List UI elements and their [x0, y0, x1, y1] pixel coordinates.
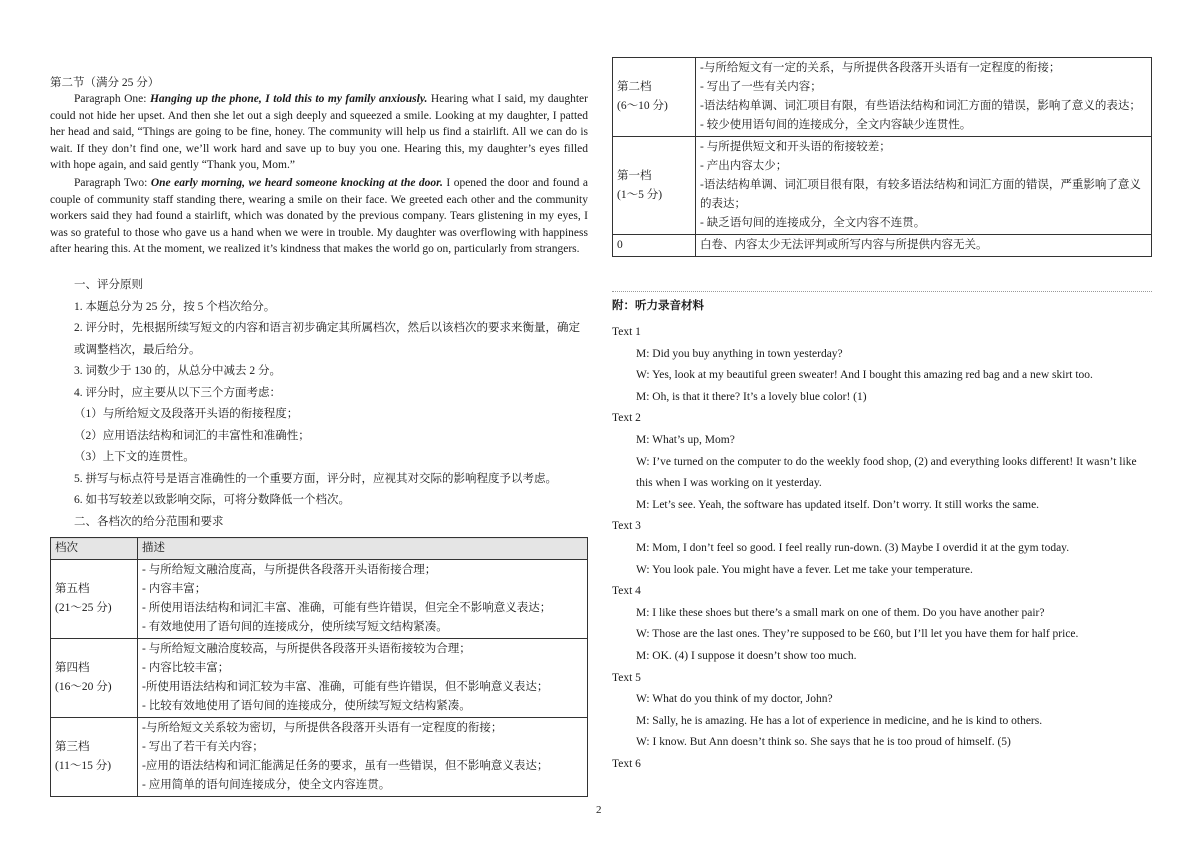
grade-level: 第三档: [55, 741, 90, 753]
grade-level-cell: [51, 560, 138, 639]
transcript-line: M: I like these shoes but there’s a small mark on one of them. Do you have another pair?: [636, 606, 1045, 619]
transcript-line: M: Did you buy anything in town yesterday?: [636, 347, 843, 360]
grade-level: 第二档: [617, 81, 652, 93]
paragraph-two-body: I opened the door and found a couple of community staff standing there, wearing a smile on their face. We greeted each other and the community workers said they had found a stairlift, which was donated by the previous company. Tears glistening in my eyes, I was so grateful to those who gave us a hand when we were in trouble. My daughter was overflowing with happiness after hearing this. At the moment, we realized it’s kindness that makes the world go on, particularly from strangers.: [50, 177, 588, 256]
grade-level-cell: [613, 235, 696, 257]
desc-line: - 写出了若干有关内容；: [142, 741, 264, 753]
paragraph-one-body: Hearing what I said, my daughter could not hide her upset. And then she let out a sigh deeply and squeezed a smile. Looking at my daughter, I patted her head and said, “Things are going to be fine, honey. The community will help us find a stairlift. All we can do is wait. If they don’t find one, we’ll work hard and save up to buy you one. Hearing this, my daughter’s eyes filled with hope again, and said gently “Thank you, Mom.”: [50, 93, 588, 172]
grade-desc-cell: [696, 137, 1152, 235]
grade-range: (21～25 分): [55, 602, 112, 614]
transcript-line: M: Oh, is that it there? It’s a lovely blue color! (1): [636, 390, 867, 403]
grade-level: 0: [617, 239, 623, 251]
grade-level: 第五档: [55, 583, 90, 595]
desc-line: - 与所给短文融洽度较高，与所提供各段落开头语衔接较为合理；: [142, 643, 471, 655]
paragraph-two-label: Paragraph Two:: [74, 177, 151, 189]
grade-desc-cell: [696, 235, 1152, 257]
scoring-rules: [50, 275, 588, 533]
rule-item: 6. 如书写较差以致影响交际，可将分数降低一个档次。: [74, 494, 350, 506]
section-title: 第二节（满分 25 分）: [50, 77, 160, 89]
desc-line: - 与所给短文融洽度高，与所提供各段落开头语衔接合理；: [142, 564, 437, 576]
desc-line: -语法结构单调、词汇项目有限，有些语法结构和词汇方面的错误，影响了意义的表达；: [700, 100, 1141, 112]
transcript-label: Text 3: [612, 520, 641, 533]
desc-line: - 比较有效地使用了语句间的连接成分，使所续写短文结构紧凑。: [142, 700, 471, 712]
table-row: [51, 639, 588, 718]
desc-line: - 有效地使用了语句间的连接成分，使所续写短文结构紧凑。: [142, 621, 448, 633]
rule-subitem: （3）上下文的连贯性。: [74, 451, 195, 463]
grade-level: 第一档: [617, 169, 652, 182]
rule-item: 1. 本题总分为 25 分，按 5 个档次给分。: [74, 300, 276, 313]
desc-line: - 内容比较丰富；: [142, 662, 230, 674]
transcript-line: W: What do you think of my doctor, John?: [636, 693, 833, 706]
transcript-line: W: I know. But Ann doesn’t think so. She says that he is too proud of himself. (5): [636, 736, 1011, 749]
transcript-line: M: What’s up, Mom?: [636, 433, 735, 446]
table-row: [613, 235, 1152, 257]
desc-line: -所使用语法结构和词汇较为丰富、准确，可能有些许错误，但不影响意义表达；: [142, 681, 549, 693]
grade-range: (6～10 分): [617, 100, 668, 112]
listening-transcript: [612, 322, 1152, 775]
desc-line: -与所给短文有一定的关系，与所提供各段落开头语有一定程度的衔接；: [700, 62, 1061, 74]
grade-desc-cell: [696, 58, 1152, 137]
desc-line: - 缺乏语句间的连接成分，全文内容不连贯。: [700, 217, 926, 229]
grade-desc-cell: [138, 718, 588, 797]
paragraph-one-lead: Hanging up the phone, I told this to my family anxiously.: [149, 93, 428, 105]
paragraph-two-lead: One early morning, we heard someone knocking at the door.: [150, 177, 443, 189]
transcript-label: Text 6: [612, 757, 641, 770]
grade-range: (16～20 分): [55, 681, 112, 693]
listening-title: 附：听力录音材料: [612, 300, 704, 312]
desc-line: - 产出内容太少；: [700, 160, 788, 172]
grade-level-cell: [613, 58, 696, 137]
table-row: [613, 137, 1152, 235]
transcript-label: Text 1: [612, 326, 641, 338]
desc-line: - 内容丰富；: [142, 583, 207, 595]
transcript-label: Text 4: [612, 585, 641, 598]
grade-desc-cell: [138, 560, 588, 639]
column-header: 描述: [138, 538, 588, 560]
grade-range: (11～15 分): [55, 760, 112, 772]
rule-subitem: （2）应用语法结构和词汇的丰富性和准确性；: [74, 429, 310, 442]
desc-line: - 所使用语法结构和词汇丰富、准确，可能有些许错误，但完全不影响意义表达；: [142, 602, 552, 614]
desc-line: -与所给短文关系较为密切，与所提供各段落开头语有一定程度的衔接；: [142, 722, 503, 734]
table-row: [613, 58, 1152, 137]
transcript-line: M: Mom, I don’t feel so good. I feel really run-down. (3) Maybe I overdid it at the gym today.: [636, 541, 1070, 554]
table-header-row: [51, 538, 588, 560]
rule-item: 5. 拼写与标点符号是语言准确性的一个重要方面，评分时，应视其对交际的影响程度予以考虑。: [74, 472, 557, 485]
rule-item: 2. 评分时，先根据所续写短文的内容和语言初步确定其所属档次，然后以该档次的要求来衡量，确定或调整档次，最后给分。: [74, 322, 580, 356]
transcript-line: W: You look pale. You might have a fever. Let me take your temperature.: [636, 563, 973, 576]
desc-line: - 写出了一些有关内容；: [700, 81, 822, 93]
paragraph-one-label: Paragraph One:: [74, 93, 150, 105]
table-row: [51, 560, 588, 639]
rules-heading: 一、评分原则: [74, 279, 143, 291]
grade-level-cell: [51, 718, 138, 797]
paragraph-two: [50, 175, 588, 258]
transcript-label: Text 2: [612, 412, 641, 425]
column-header: 档次: [51, 538, 138, 560]
rule-subitem: （1）与所给短文及段落开头语的衔接程度；: [74, 408, 299, 420]
transcript-line: W: I’ve turned on the computer to do the weekly food shop, (2) and everything looks different! It wasn’t like this when I was working on it yesterday.: [636, 455, 1137, 490]
desc-line: -语法结构单调、词汇项目很有限，有较多语法结构和词汇方面的错误，严重影响了意义的表达；: [700, 179, 1141, 210]
rules-heading: 二、各档次的给分范围和要求: [74, 515, 224, 528]
transcript-label: Text 5: [612, 671, 641, 684]
desc-line: - 较少使用语句间的连接成分，全文内容缺少连贯性。: [700, 119, 972, 131]
desc-line: -应用的语法结构和词汇能满足任务的要求，虽有一些错误，但不影响意义表达；: [142, 760, 549, 772]
rule-item: 4. 评分时，应主要从以下三个方面考虑：: [74, 386, 281, 399]
grade-range: (1～5 分): [617, 188, 663, 201]
desc-line: - 与所提供短文和开头语的衔接较差；: [700, 141, 891, 153]
transcript-line: M: OK. (4) I suppose it doesn’t show too much.: [636, 649, 857, 662]
grade-table: [50, 537, 588, 797]
table-row: [51, 718, 588, 797]
grade-level-cell: [51, 639, 138, 718]
desc-line: - 应用简单的语句间连接成分，使全文内容连贯。: [142, 779, 391, 791]
rule-item: 3. 词数少于 130 的，从总分中减去 2 分。: [74, 365, 281, 377]
paragraph-one: [50, 91, 588, 174]
dotted-divider: [612, 291, 1152, 292]
grade-level-cell: [613, 137, 696, 235]
transcript-line: M: Sally, he is amazing. He has a lot of experience in medicine, and he is kind to others.: [636, 714, 1043, 727]
transcript-line: M: Let’s see. Yeah, the software has updated itself. Don’t worry. It still works the same.: [636, 498, 1040, 511]
grade-table-continued: [612, 57, 1152, 257]
transcript-line: W: Yes, look at my beautiful green sweater! And I bought this amazing red bag and a new skirt too.: [636, 369, 1093, 382]
grade-desc-cell: [138, 639, 588, 718]
page-number: 2: [596, 804, 602, 816]
transcript-line: W: Those are the last ones. They’re supposed to be £60, but I’ll let you have them for half price.: [636, 628, 1079, 641]
desc-line: 白卷、内容太少无法评判或所写内容与所提供内容无关。: [700, 239, 988, 251]
grade-level: 第四档: [55, 662, 90, 674]
